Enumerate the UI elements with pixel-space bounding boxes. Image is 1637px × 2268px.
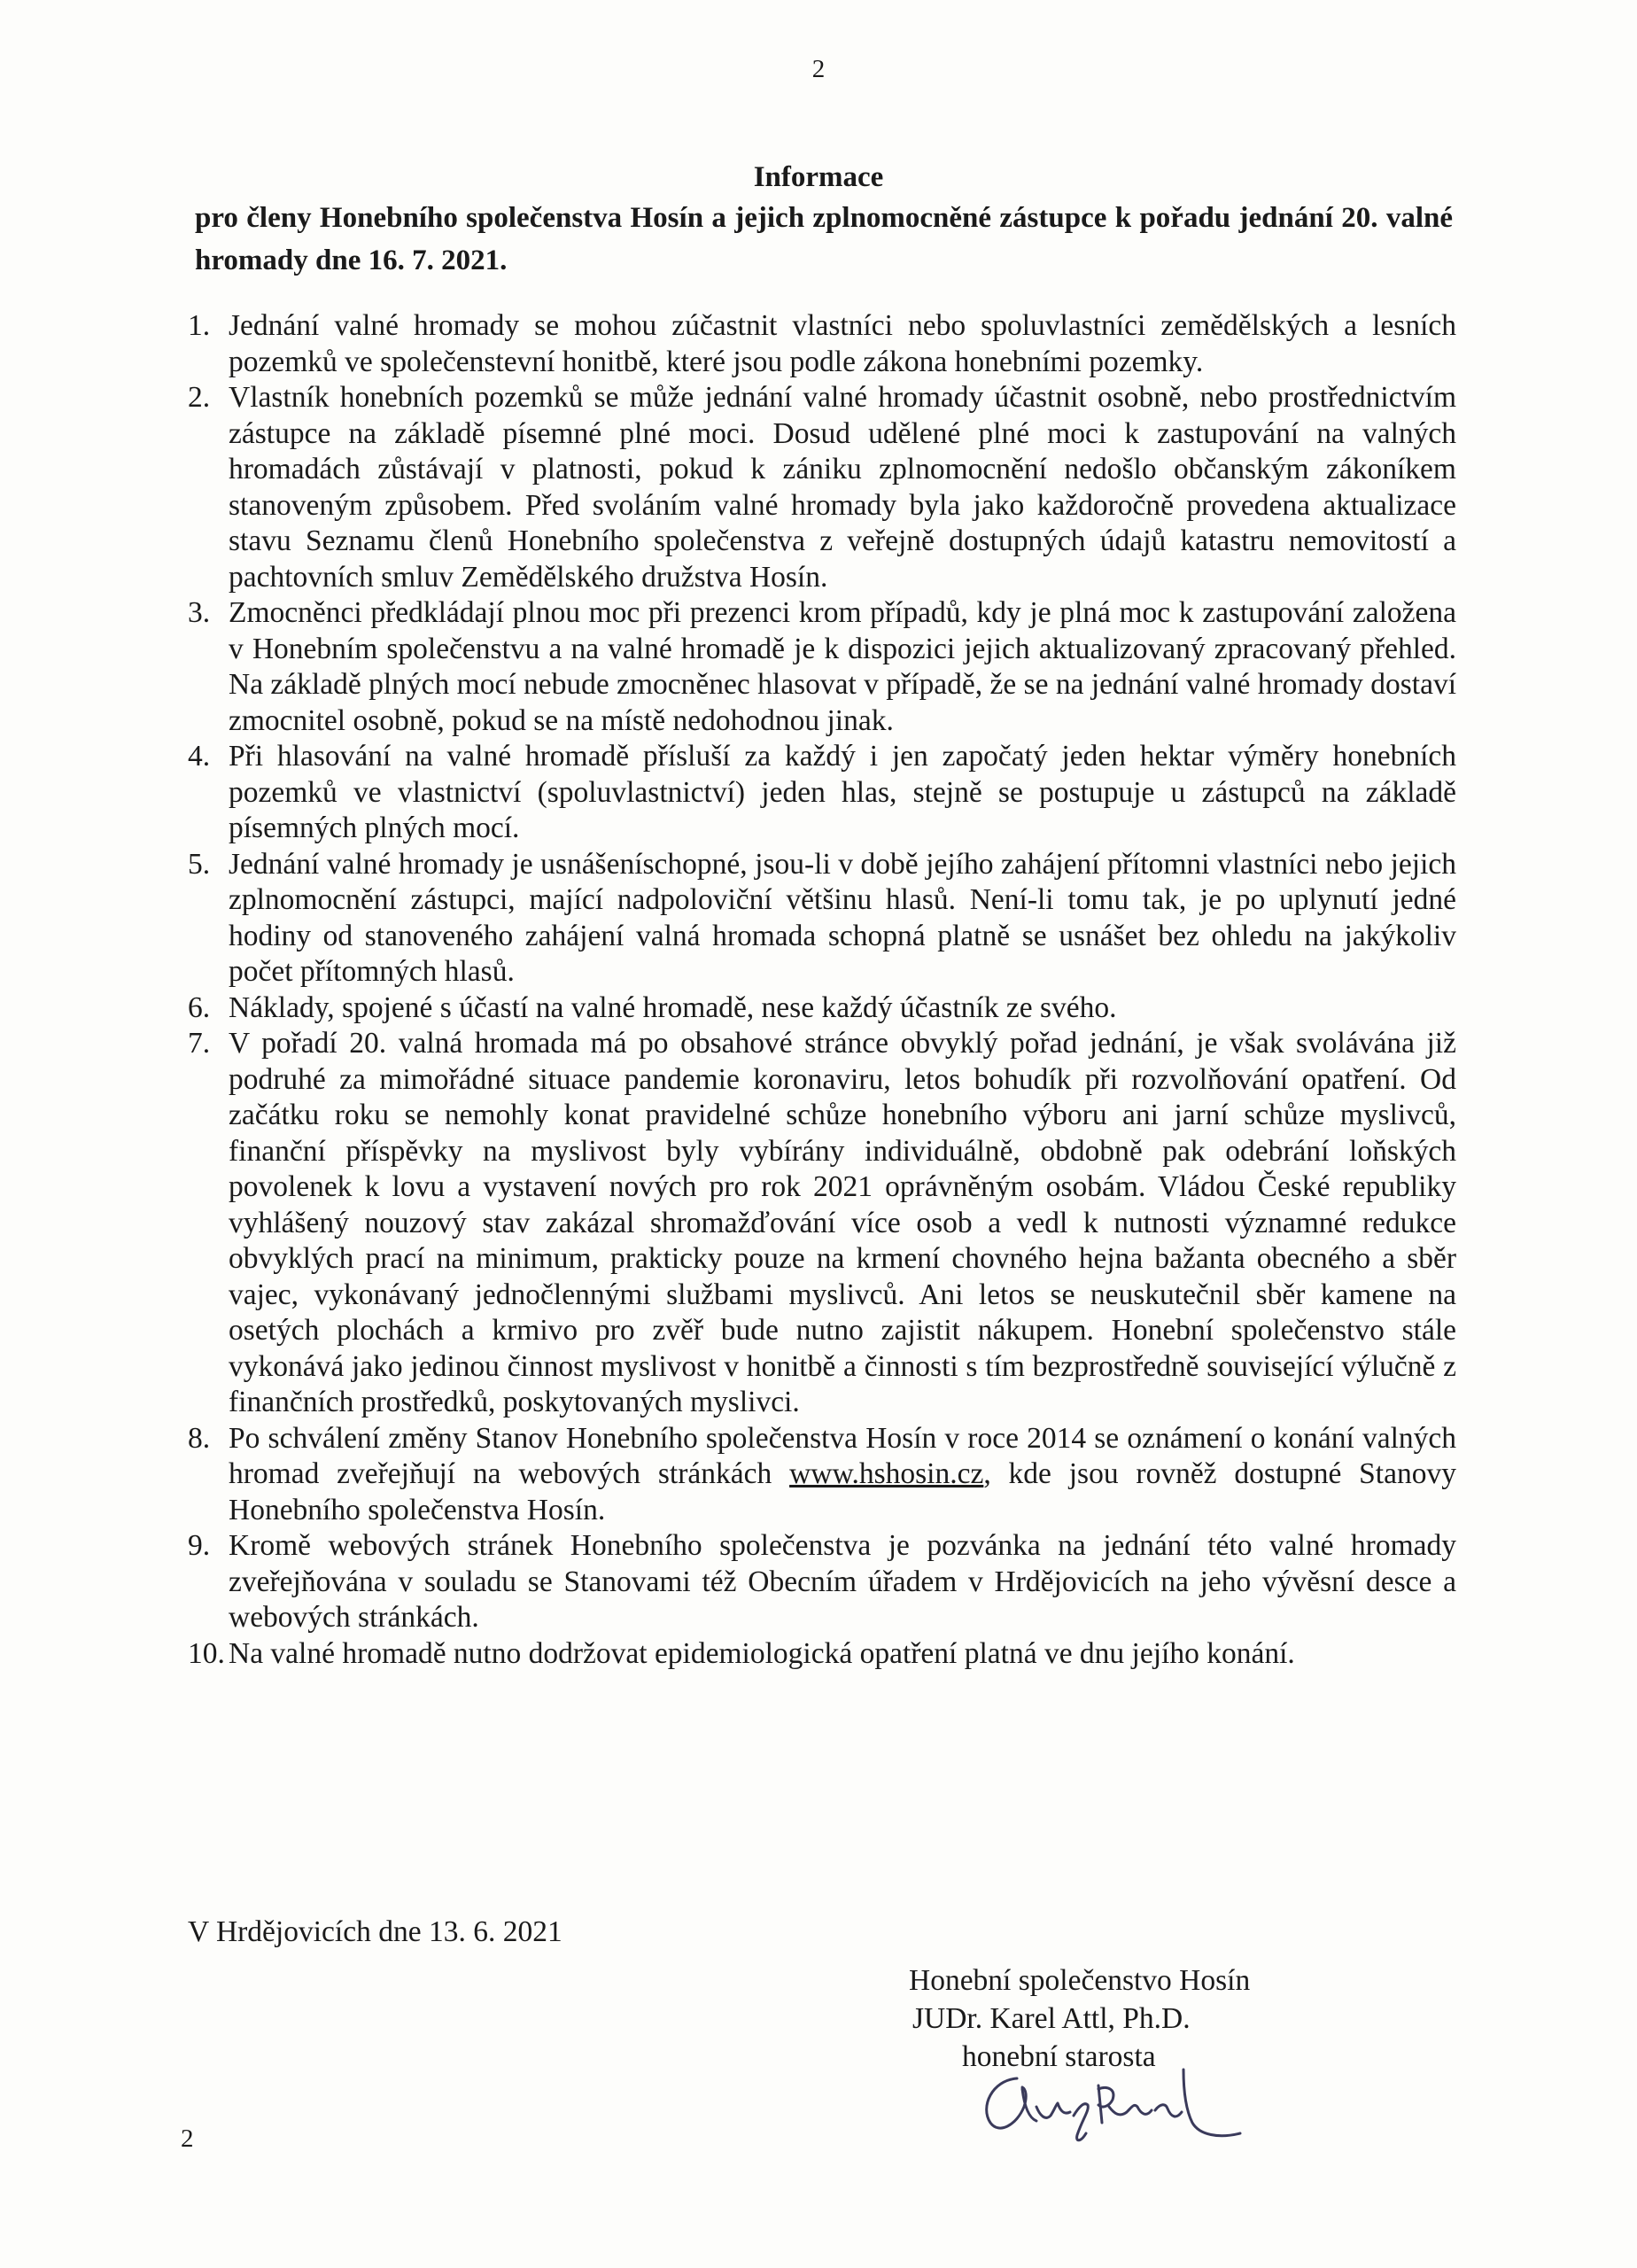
item-text-before-link: Po schválení změny Stanov Honebního společenstva Hosín v roce 2014 se oznámení o konání valných hromad zveřejňují na webových stránkách: [229, 1421, 1456, 1490]
handwritten-signature-icon: [974, 2054, 1329, 2151]
list-item: [188, 847, 1456, 990]
list-item: [188, 1421, 1456, 1529]
list-item: [188, 1026, 1456, 1421]
item-number: 4.: [188, 740, 211, 773]
page-number-top: 2: [811, 55, 826, 83]
item-text-after-link: , kde jsou rovněž dostupné Stanovy Honebního společenstva Hosín.: [229, 1457, 1456, 1526]
information-list: [188, 308, 1456, 1672]
item-text: Zmocněnci předkládají plnou moc při prezenci krom případů, kdy je plná moc k zastupování založena v Honebním společenstvu a na valné hromadě je k dispozici jejich aktualizovaný zpracovaný přehled. Na základě plných mocí nebude zmocněnec hlasovat v případě, že se na jednání valné hromady dostaví zmocnitel osobně, pokud se na místě nedohodnou jinak.: [229, 596, 1456, 737]
list-item: [188, 990, 1456, 1027]
item-text: Náklady, spojené s účastí na valné hromadě, nese každý účastník ze svého.: [229, 990, 1117, 1024]
item-text: V pořadí 20. valná hromada má po obsahové stránce obvyklý pořad jednání, je však svolávána již podruhé za mimořádné situace pandemie koronaviru, letos bohudík při rozvolňování opatření. Od začátku roku se nemohly konat pravidelné schůze honebního výboru ani jarní schůze myslivců, finanční příspěvky na myslivost byly vybírány individuálně, obdobně pak odebrání loňských povolenek k lovu a vystavení nových pro rok 2021 oprávněným osobám. Vládou České republiky vyhlášený nouzový stav zakázal shromažďování více osob a vedl k nutnosti významné redukce obvyklých prací na minimum, prakticky pouze na krmení chovného hejna bažanta obecného a sběr vajec, vykonávaný jednočlennými službami myslivců. Ani letos se neuskutečnil sběr kamene na osetých plochách a krmivo pro zvěř bude nutno zajistit nákupem. Honební společenstvo stále vykonává jako jedinou činnost myslivost v honitbě a činnosti s tím bezprostředně související výlučně z finančních prostředků, poskytovaných myslivci.: [229, 1027, 1456, 1418]
item-number: 8.: [188, 1421, 211, 1455]
place-and-date: V Hrdějovicích dne 13. 6. 2021: [188, 1915, 562, 1948]
item-number: 9.: [188, 1529, 211, 1562]
list-item: [188, 1528, 1456, 1636]
item-number: 6.: [188, 990, 211, 1024]
list-item: [188, 1636, 1456, 1673]
list-item: [188, 380, 1456, 595]
item-number: 7.: [188, 1027, 211, 1060]
item-number: 5.: [188, 847, 211, 881]
signatory-name: JUDr. Karel Attl, Ph.D.: [912, 2002, 1191, 2035]
list-item: [188, 739, 1456, 847]
item-text: Při hlasování na valné hromadě přísluší za každý i jen započatý jeden hektar výměry honebních pozemků ve vlastnictví (spoluvlastnictví) jeden hlas, stejně se postupuje u zástupců na základě písemných plných mocí.: [229, 740, 1456, 844]
item-text: Jednání valné hromady se mohou zúčastnit vlastníci nebo spoluvlastníci zemědělských a lesních pozemků ve společenstevní honitbě, které jsou podle zákona honebními pozemky.: [229, 309, 1456, 378]
item-text: Jednání valné hromady je usnášeníschopné, jsou-li v době jejího zahájení přítomni vlastníci nebo jejich zplnomocnění zástupci, mající nadpoloviční většinu hlasů. Není-li tomu tak, je po uplynutí jedné hodiny od stanoveného zahájení valná hromada schopná platně se usnášet bez ohledu na jakýkoliv počet přítomných hlasů.: [229, 847, 1456, 988]
item-text: Na valné hromadě nutno dodržovat epidemiologická opatření platná ve dnu jejího konání.: [229, 1636, 1295, 1670]
document-subtitle: pro členy Honebního společenstva Hosín a jejich zplnomocněné zástupce k pořadu jednání 20. valné hromady dne 16. 7. 2021.: [195, 202, 1453, 276]
item-number: 2.: [188, 381, 211, 414]
item-text: [229, 1421, 1456, 1529]
item-text: Vlastník honebních pozemků se může jednání valné hromady účastnit osobně, nebo prostřednictvím zástupce na základě písemné plné moci. Dosud udělené plné moci k zastupování na valných hromadách zůstávají v platnosti, pokud k zániku zplnomocnění nedošlo občanským zákoníkem stanoveným způsobem. Před svoláním valné hromady byla jako každoročně provedena aktualizace stavu Seznamu členů Honebního společenstva z veřejně dostupných údajů katastru nemovitostí a pachtovních smluv Zemědělského družstva Hosín.: [229, 381, 1456, 594]
item-number: 10.: [188, 1636, 225, 1670]
list-item: [188, 308, 1456, 380]
item-number: 3.: [188, 596, 211, 629]
item-text: Kromě webových stránek Honebního společenstva je pozvánka na jednání této valné hromady zveřejňována v souladu se Stanovami též Obecním úřadem v Hrdějovicích na jeho vývěsní desce a webových stránkách.: [229, 1529, 1456, 1634]
signatory-organization: Honební společenstvo Hosín: [909, 1964, 1251, 1997]
signatory-role: honební starosta: [962, 2040, 1156, 2073]
list-item: [188, 595, 1456, 739]
website-link[interactable]: www.hshosin.cz: [789, 1457, 984, 1490]
document-title: Informace: [753, 161, 884, 193]
page-number-bottom: 2: [181, 2124, 194, 2153]
item-number: 1.: [188, 309, 211, 342]
